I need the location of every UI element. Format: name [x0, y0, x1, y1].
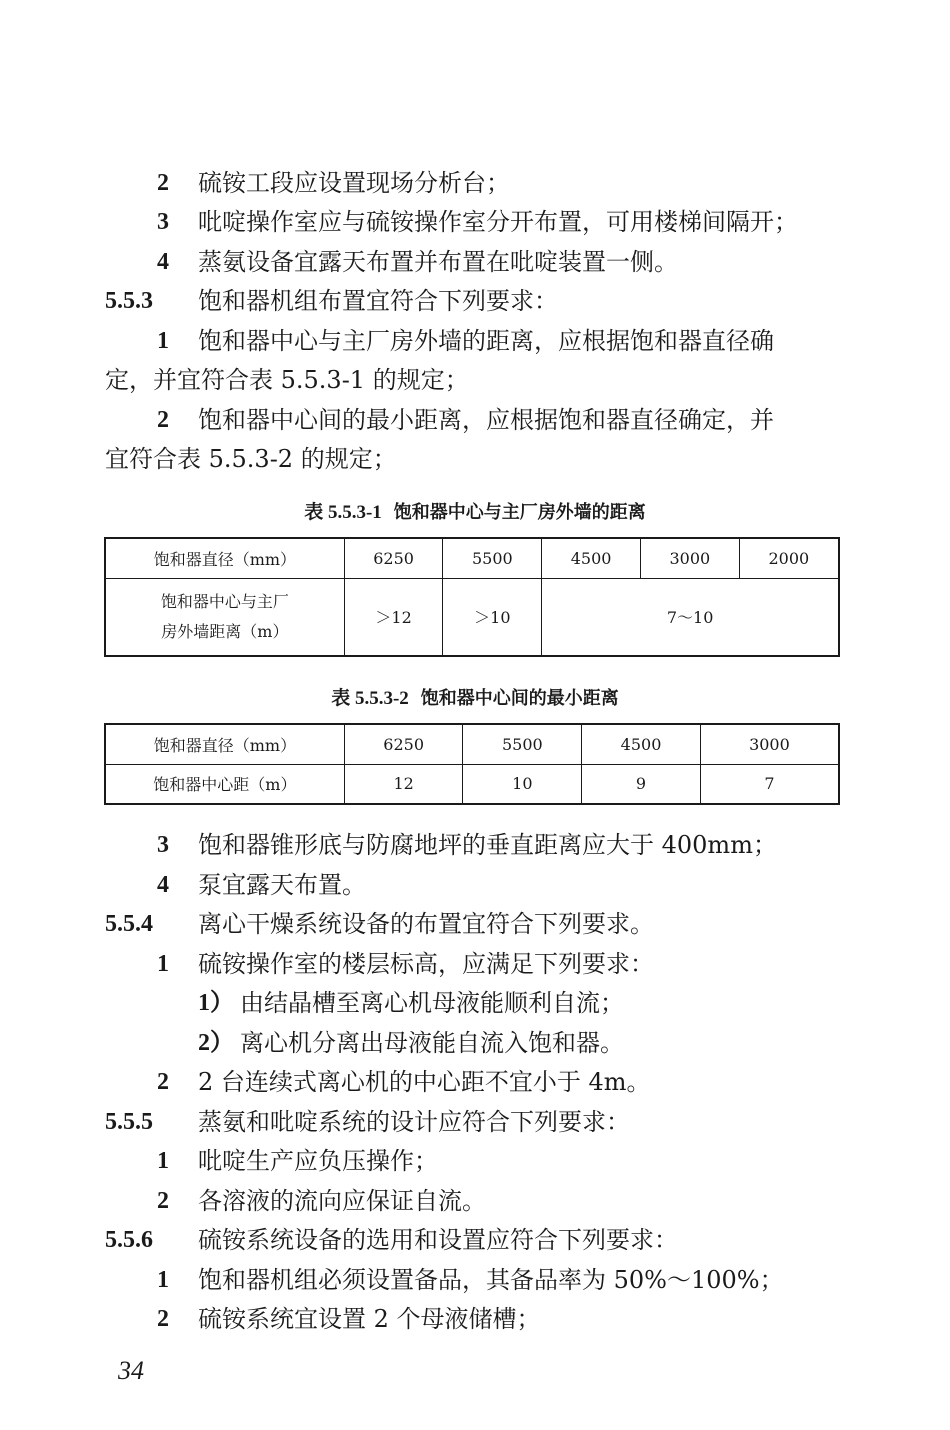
table2-cell: 7 — [700, 764, 839, 804]
item-text: 蒸氨设备宜露天布置并布置在吡啶装置一侧。 — [198, 248, 678, 276]
item-text: 硫铵系统宜设置 2 个母液储槽； — [198, 1305, 541, 1333]
table2-row-diameter — [105, 724, 839, 764]
item-number: 3 — [157, 832, 169, 858]
table2-caption-number: 表 5.5.3-2 — [331, 688, 409, 709]
item-number: 1 — [157, 328, 169, 354]
item-text: 饱和器机组必须设置备品，其备品率为 50%～100%； — [198, 1266, 784, 1294]
item-text: 饱和器锥形底与防腐地坪的垂直距离应大于 400mm； — [198, 831, 777, 859]
item-number: 3 — [157, 209, 169, 235]
table1-row-label-line2: 房外墙距离（m） — [161, 621, 289, 641]
page-number: 34 — [118, 1356, 144, 1385]
subitem-number: 2） — [198, 1030, 234, 1056]
table2-row-distance — [105, 764, 839, 804]
table2-row-label: 饱和器直径（mm） — [105, 724, 344, 764]
item-number: 1 — [157, 1267, 169, 1293]
item-number: 1 — [157, 1148, 169, 1174]
item-text: 硫铵工段应设置现场分析台； — [198, 169, 510, 197]
item-number: 2 — [157, 170, 169, 196]
clause-text: 蒸氨和吡啶系统的设计应符合下列要求： — [198, 1108, 630, 1136]
item-text: 吡啶操作室应与硫铵操作室分开布置，可用楼梯间隔开； — [198, 208, 798, 236]
item-text: 宜符合表 5.5.3-2 的规定； — [105, 445, 397, 473]
table1 — [104, 537, 840, 657]
table1-cell: ＞12 — [344, 578, 443, 656]
item-number: 1 — [157, 951, 169, 977]
table1-cell: 4500 — [542, 538, 641, 578]
item-text: 2 台连续式离心机的中心距不宜小于 4m。 — [198, 1068, 651, 1096]
item-number: 2 — [157, 407, 169, 433]
table2-cell: 4500 — [582, 724, 701, 764]
table1-cell: 6250 — [344, 538, 443, 578]
table1-caption-number: 表 5.5.3-1 — [304, 502, 382, 523]
table1-cell: 3000 — [640, 538, 739, 578]
item-text: 饱和器中心与主厂房外墙的距离，应根据饱和器直径确 — [198, 327, 774, 355]
table1-cell: ＞10 — [443, 578, 542, 656]
table2-cell: 5500 — [463, 724, 582, 764]
item-number: 2 — [157, 1188, 169, 1214]
subitem-text: 由结晶槽至离心机母液能顺利自流； — [240, 989, 624, 1017]
table2-cell: 6250 — [344, 724, 463, 764]
table2-cell: 9 — [582, 764, 701, 804]
table2-cell: 12 — [344, 764, 463, 804]
table1-row-diameter — [105, 538, 839, 578]
clause-text: 离心干燥系统设备的布置宜符合下列要求。 — [198, 910, 654, 938]
table1-caption-title: 饱和器中心与主厂房外墙的距离 — [393, 502, 646, 523]
clause-text: 硫铵系统设备的选用和设置应符合下列要求： — [198, 1226, 678, 1254]
item-text: 饱和器中心间的最小距离，应根据饱和器直径确定，并 — [198, 406, 774, 434]
table1-row-label — [105, 578, 344, 656]
table2-caption-title: 饱和器中心间的最小距离 — [420, 688, 619, 709]
table2-cell: 10 — [463, 764, 582, 804]
table2-cell: 3000 — [700, 724, 839, 764]
table1-row-label: 饱和器直径（mm） — [105, 538, 344, 578]
table1-cell: 2000 — [739, 538, 839, 578]
clause-number: 5.5.6 — [105, 1227, 153, 1253]
table2 — [104, 723, 840, 805]
item-text: 吡啶生产应负压操作； — [198, 1147, 438, 1175]
item-text: 泵宜露天布置。 — [198, 871, 366, 899]
item-number: 2 — [157, 1069, 169, 1095]
item-number: 2 — [157, 1306, 169, 1332]
item-number: 4 — [157, 872, 169, 898]
subitem-text: 离心机分离出母液能自流入饱和器。 — [240, 1029, 624, 1057]
clause-number: 5.5.4 — [105, 911, 153, 937]
table2-row-label: 饱和器中心距（m） — [105, 764, 344, 804]
table1-caption — [0, 501, 950, 525]
subitem-number: 1） — [198, 990, 234, 1016]
clause-number: 5.5.5 — [105, 1109, 153, 1135]
table1-row-label-line1: 饱和器中心与主厂 — [160, 591, 289, 611]
table1-cell: 5500 — [443, 538, 542, 578]
table1-cell-merged: 7～10 — [542, 578, 839, 656]
item-number: 4 — [157, 249, 169, 275]
table2-caption — [0, 687, 950, 711]
clause-text: 饱和器机组布置宜符合下列要求： — [198, 287, 558, 315]
table1-row-distance — [105, 578, 839, 656]
clause-number: 5.5.3 — [105, 288, 153, 314]
item-text: 硫铵操作室的楼层标高，应满足下列要求： — [198, 950, 654, 978]
item-text: 定，并宜符合表 5.5.3-1 的规定； — [105, 366, 469, 394]
item-text: 各溶液的流向应保证自流。 — [198, 1187, 486, 1215]
